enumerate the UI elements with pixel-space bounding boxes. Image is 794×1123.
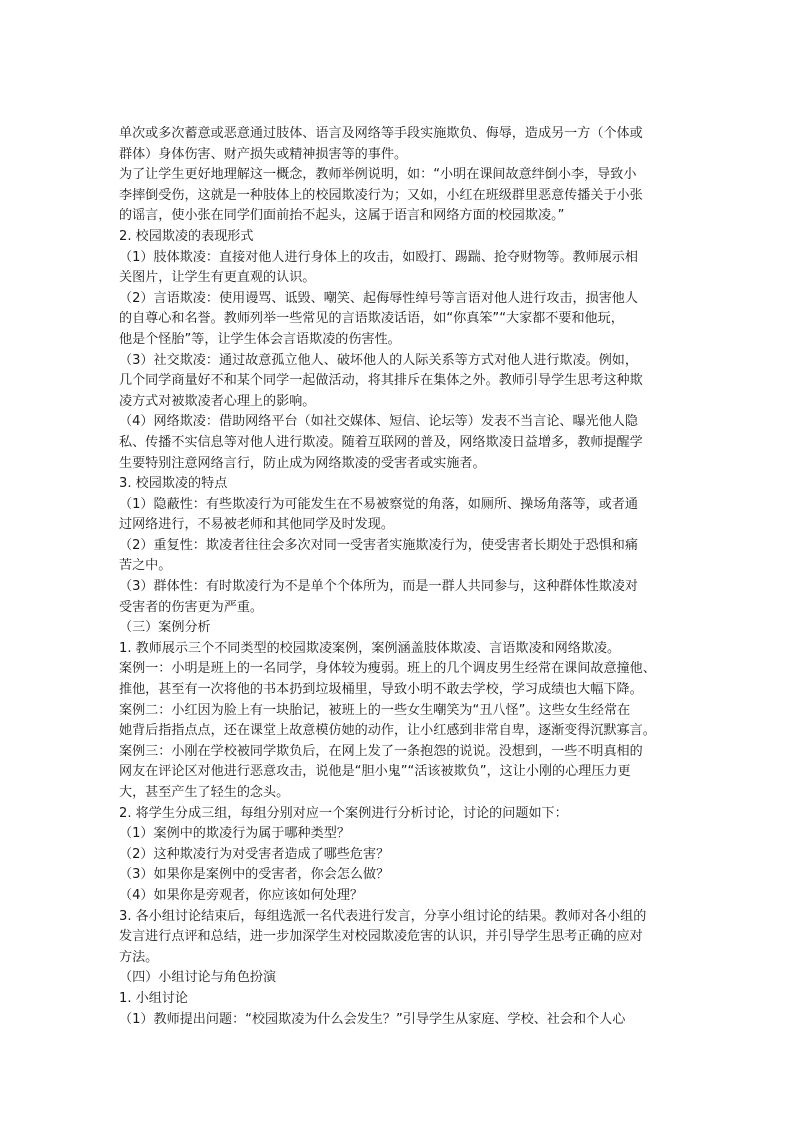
text-line: 过网络进行，不易被老师和其他同学及时发现。	[119, 517, 394, 533]
text-line: 案例一：小明是班上的一名同学，身体较为瘦弱。班上的几个调皮男生经常在课间故意撞他、	[119, 661, 656, 677]
text-line: 单次或多次蓄意或恶意通过肢体、语言及网络等手段实施欺负、侮辱，造成另一方（个体或	[119, 126, 643, 141]
text-line: 群体）身体伤害、财产损失或精神损害等的事件。	[119, 146, 408, 162]
section-heading: 3. 校园欺凌的特点	[119, 476, 228, 492]
section-heading: 2. 校园欺凌的表现形式	[119, 228, 254, 244]
text-line: 1. 教师展示三个不同类型的校园欺凌案例，案例涵盖肢体欺凌、言语欺凌和网络欺凌。	[119, 640, 621, 656]
text-line: 的谣言，使小张在同学们面前抬不起头，这属于语言和网络方面的校园欺凌。”	[119, 208, 565, 224]
text-line: （3）群体性：有时欺凌行为不是单个个体所为，而是一群人共同参与，这种群体性欺凌对	[119, 579, 638, 595]
text-line: 李摔倒受伤，这就是一种肢体上的校园欺凌行为；又如，小红在班级群里恶意传播关于小张	[119, 187, 643, 203]
text-line: （1）教师提出问题：“校园欺凌为什么会发生？”引导学生从家庭、学校、社会和个人心	[119, 1011, 626, 1027]
text-line: 她背后指指点点，还在课堂上故意模仿她的动作，让小红感到非常自卑，逐渐变得沉默寡言。	[119, 723, 656, 739]
text-line: 私、传播不实信息等对他人进行欺凌。随着互联网的普及，网络欺凌日益增多，教师提醒学	[119, 434, 643, 450]
text-line: （2）重复性：欺凌者往往会多次对同一受害者实施欺凌行为，使受害者长期处于恐惧和痛	[119, 537, 638, 553]
section-heading: （四）小组讨论与角色扮演	[119, 970, 277, 986]
text-line: 大，甚至产生了轻生的念头。	[119, 785, 290, 800]
text-line: （1）肢体欺凌：直接对他人进行身体上的攻击，如殴打、踢踹、抢夺财物等。教师展示相	[119, 249, 638, 265]
text-line: 2. 将学生分成三组，每组分别对应一个案例进行分析讨论，讨论的问题如下：	[119, 805, 568, 821]
text-line: （4）如果你是旁观者，你应该如何处理？	[119, 887, 364, 903]
text-line: 3. 各小组讨论结束后，每组选派一名代表进行发言，分享小组讨论的结果。教师对各小组的	[119, 908, 647, 924]
text-line: 推他，甚至有一次将他的书本扔到垃圾桶里，导致小明不敢去学校，学习成绩也大幅下降。	[119, 682, 643, 698]
text-line: （3）社交欺凌：通过故意孤立他人、破坏他人的人际关系等方式对他人进行欺凌。例如，	[119, 352, 638, 368]
text-line: 生要特别注意网络言行，防止成为网络欺凌的受害者或实施者。	[119, 455, 486, 471]
text-line: （1）案例中的欺凌行为属于哪种类型？	[119, 826, 350, 842]
text-line: 发言进行点评和总结，进一步加深学生对校园欺凌危害的认识，并引导学生思考正确的应对	[119, 929, 643, 945]
text-line: 案例三：小刚在学校被同学欺负后，在网上发了一条抱怨的说说。没想到，一些不明真相的	[119, 743, 643, 759]
text-line: （4）网络欺凌：借助网络平台（如社交媒体、短信、论坛等）发表不当言论、曝光他人隐	[119, 414, 638, 430]
document-page	[119, 124, 679, 1030]
section-heading: 1. 小组讨论	[119, 990, 189, 1006]
text-line: 的自尊心和名誉。教师列举一些常见的言语欺凌话语，如“你真笨”“大家都不要和他玩，	[119, 311, 624, 327]
text-line: 凌方式对被欺凌者心理上的影响。	[119, 393, 316, 409]
text-line: （1）隐蔽性：有些欺凌行为可能发生在不易被察觉的角落，如厕所、操场角落等，或者通	[119, 496, 638, 512]
text-line: 案例二：小红因为脸上有一块胎记，被班上的一些女生嘲笑为“丑八怪”。这些女生经常在	[119, 702, 631, 718]
section-heading: （三）案例分析	[119, 620, 211, 636]
text-line: 苦之中。	[119, 558, 172, 574]
text-line: 他是个怪胎”等，让学生体会言语欺凌的伤害性。	[119, 331, 401, 347]
text-line: 网友在评论区对他进行恶意攻击，说他是“胆小鬼”“活该被欺负”，这让小刚的心理压力更	[119, 764, 631, 780]
text-line: 受害者的伤害更为严重。	[119, 599, 264, 615]
text-line: 为了让学生更好地理解这一概念，教师举例说明，如：“小明在课间故意绊倒小李，导致小	[119, 167, 637, 183]
text-line: 方法。	[119, 949, 159, 965]
text-line: 关图片，让学生有更直观的认识。	[119, 270, 316, 286]
text-line: （3）如果你是案例中的受害者，你会怎么做？	[119, 867, 390, 883]
text-line: （2）这种欺凌行为对受害者造成了哪些危害？	[119, 846, 390, 862]
text-line: （2）言语欺凌：使用谩骂、诋毁、嘲笑、起侮辱性绰号等言语对他人进行攻击，损害他人	[119, 290, 638, 306]
text-line: 几个同学商量好不和某个同学一起做活动，将其排斥在集体之外。教师引导学生思考这种欺	[119, 373, 643, 389]
